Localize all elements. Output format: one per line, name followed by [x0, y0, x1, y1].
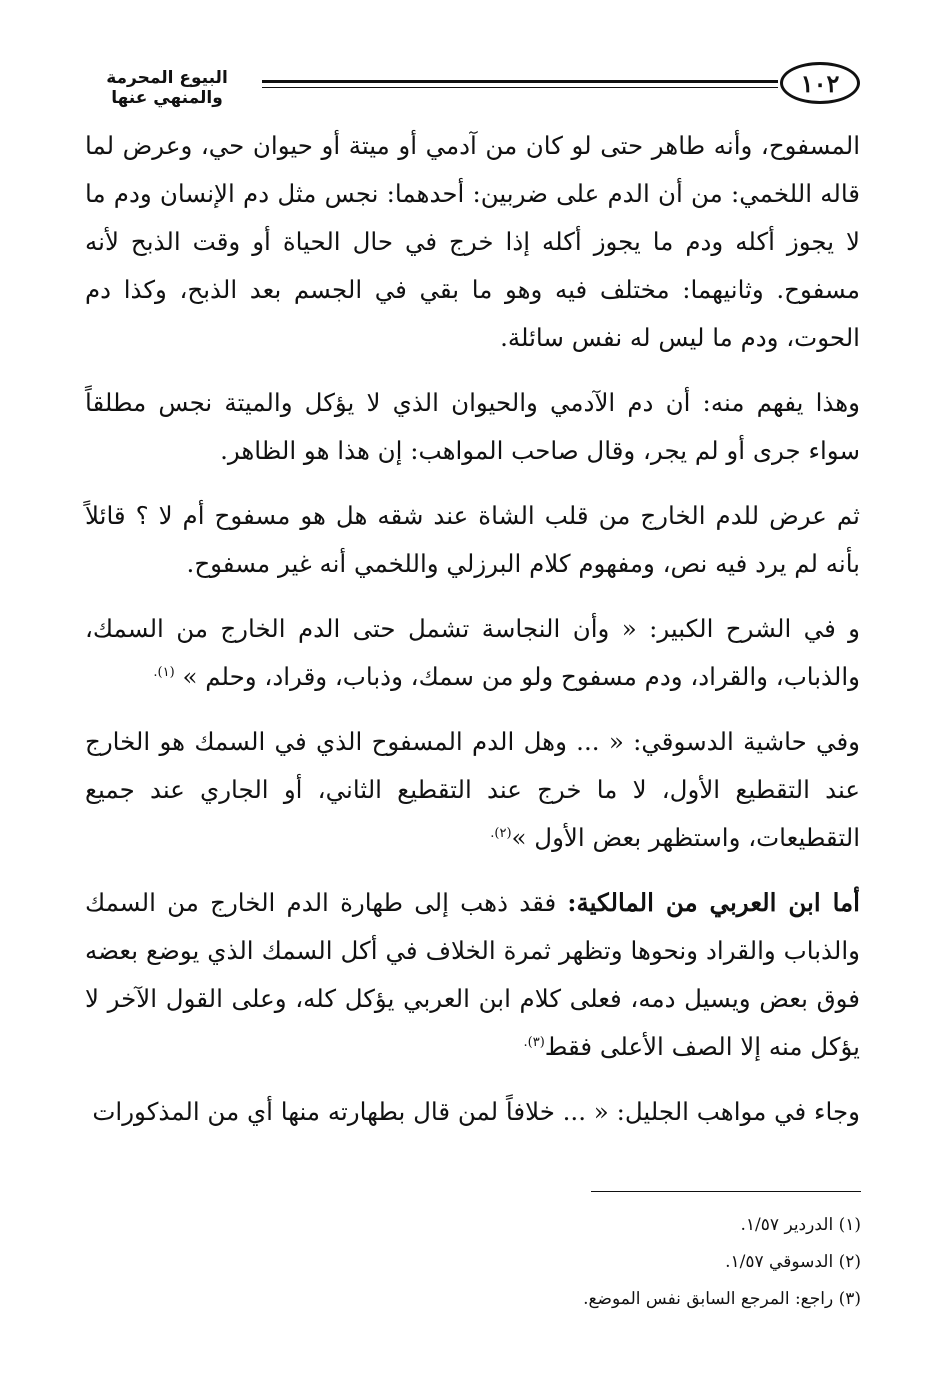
footnote-separator [591, 1191, 861, 1192]
paragraph-7: وجاء في مواهب الجليل: « ... خلافاً لمن قال بطهارته منها أي من المذكورات [92, 1097, 860, 1126]
running-head: البيوع المحرمة والمنهي عنها [106, 68, 228, 108]
paragraph-5: وفي حاشية الدسوقي: « ... وهل الدم المسفوح الذي في السمك هو الخارج عند التقطيع الأول، لا ما خرج عند التقطيع الثاني، أو الجاري عند جميع التقطيعات، واستظهر بعض الأول »$^{(٢).}$ [85, 727, 860, 852]
paragraph-4: و في الشرح الكبير: « وأن النجاسة تشمل حتى الدم الخارج من السمك، والذباب، والقراد، ودم مسفوح ولو من سمك، وذباب، وقراد، وحلم » $^{(١).}$ [85, 614, 860, 691]
footnote-ref-1: (١). [153, 664, 175, 680]
paragraph-1: المسفوح، وأنه طاهر حتى لو كان من آدمي أو ميتة أو حيوان حي، وعرض لما قاله اللخمي: من أن الدم على ضربين: أحدهما: نجس مثل دم الإنسان ودم ما لا يجوز أكله ودم ما يجوز أكله إذا خرج في حال الحياة أو وقت الذبح لأنه مسفوح. وثانيهما: مختلف فيه وهو ما بقي في الجسم بعد الذبح، وكذا دم الحوت، ودم ما ليس له نفس سائلة. [85, 131, 860, 352]
page-header [72, 58, 862, 108]
footnote-2: (٢) الدسوقي ١/٥٧. [725, 1252, 861, 1272]
footnotes [361, 1207, 861, 1318]
header-rule-thin [262, 87, 778, 88]
page-number: ١٠٢ [780, 62, 860, 104]
footnote-1: (١) الدردير ١/٥٧. [740, 1215, 861, 1235]
footnote-ref-3: (٣). [523, 1034, 545, 1050]
paragraph-3: ثم عرض للدم الخارج من قلب الشاة عند شقه هل هو مسفوح أم لا ؟ قائلاً بأنه لم يرد فيه نص، ومفهوم كلام البرزلي واللخمي أنه غير مسفوح. [85, 501, 860, 578]
footnote-ref-2: (٢). [490, 825, 512, 841]
header-rule-thick [262, 80, 778, 83]
footnote-3: (٣) راجع: المرجع السابق نفس الموضع. [583, 1289, 861, 1309]
main-text [85, 122, 860, 1153]
paragraph-6: أما ابن العربي من المالكية: فقد ذهب إلى طهارة الدم الخارج من السمك والذباب والقراد ونحوها وتظهر ثمرة الخلاف في أكل السمك الذي يوضع بعضه فوق بعض ويسيل دمه، فعلى كلام ابن العربي يؤكل كله، وعلى القول الآخر لا يؤكل منه إلا الصف الأعلى فقط$^{(٣).}$ [85, 888, 860, 1061]
paragraph-2: وهذا يفهم منه: أن دم الآدمي والحيوان الذي لا يؤكل والميتة نجس مطلقاً سواء جرى أو لم يجر، وقال صاحب المواهب: إن هذا هو الظاهر. [85, 388, 860, 465]
paragraph-lead: أما ابن العربي من المالكية: [567, 888, 860, 917]
